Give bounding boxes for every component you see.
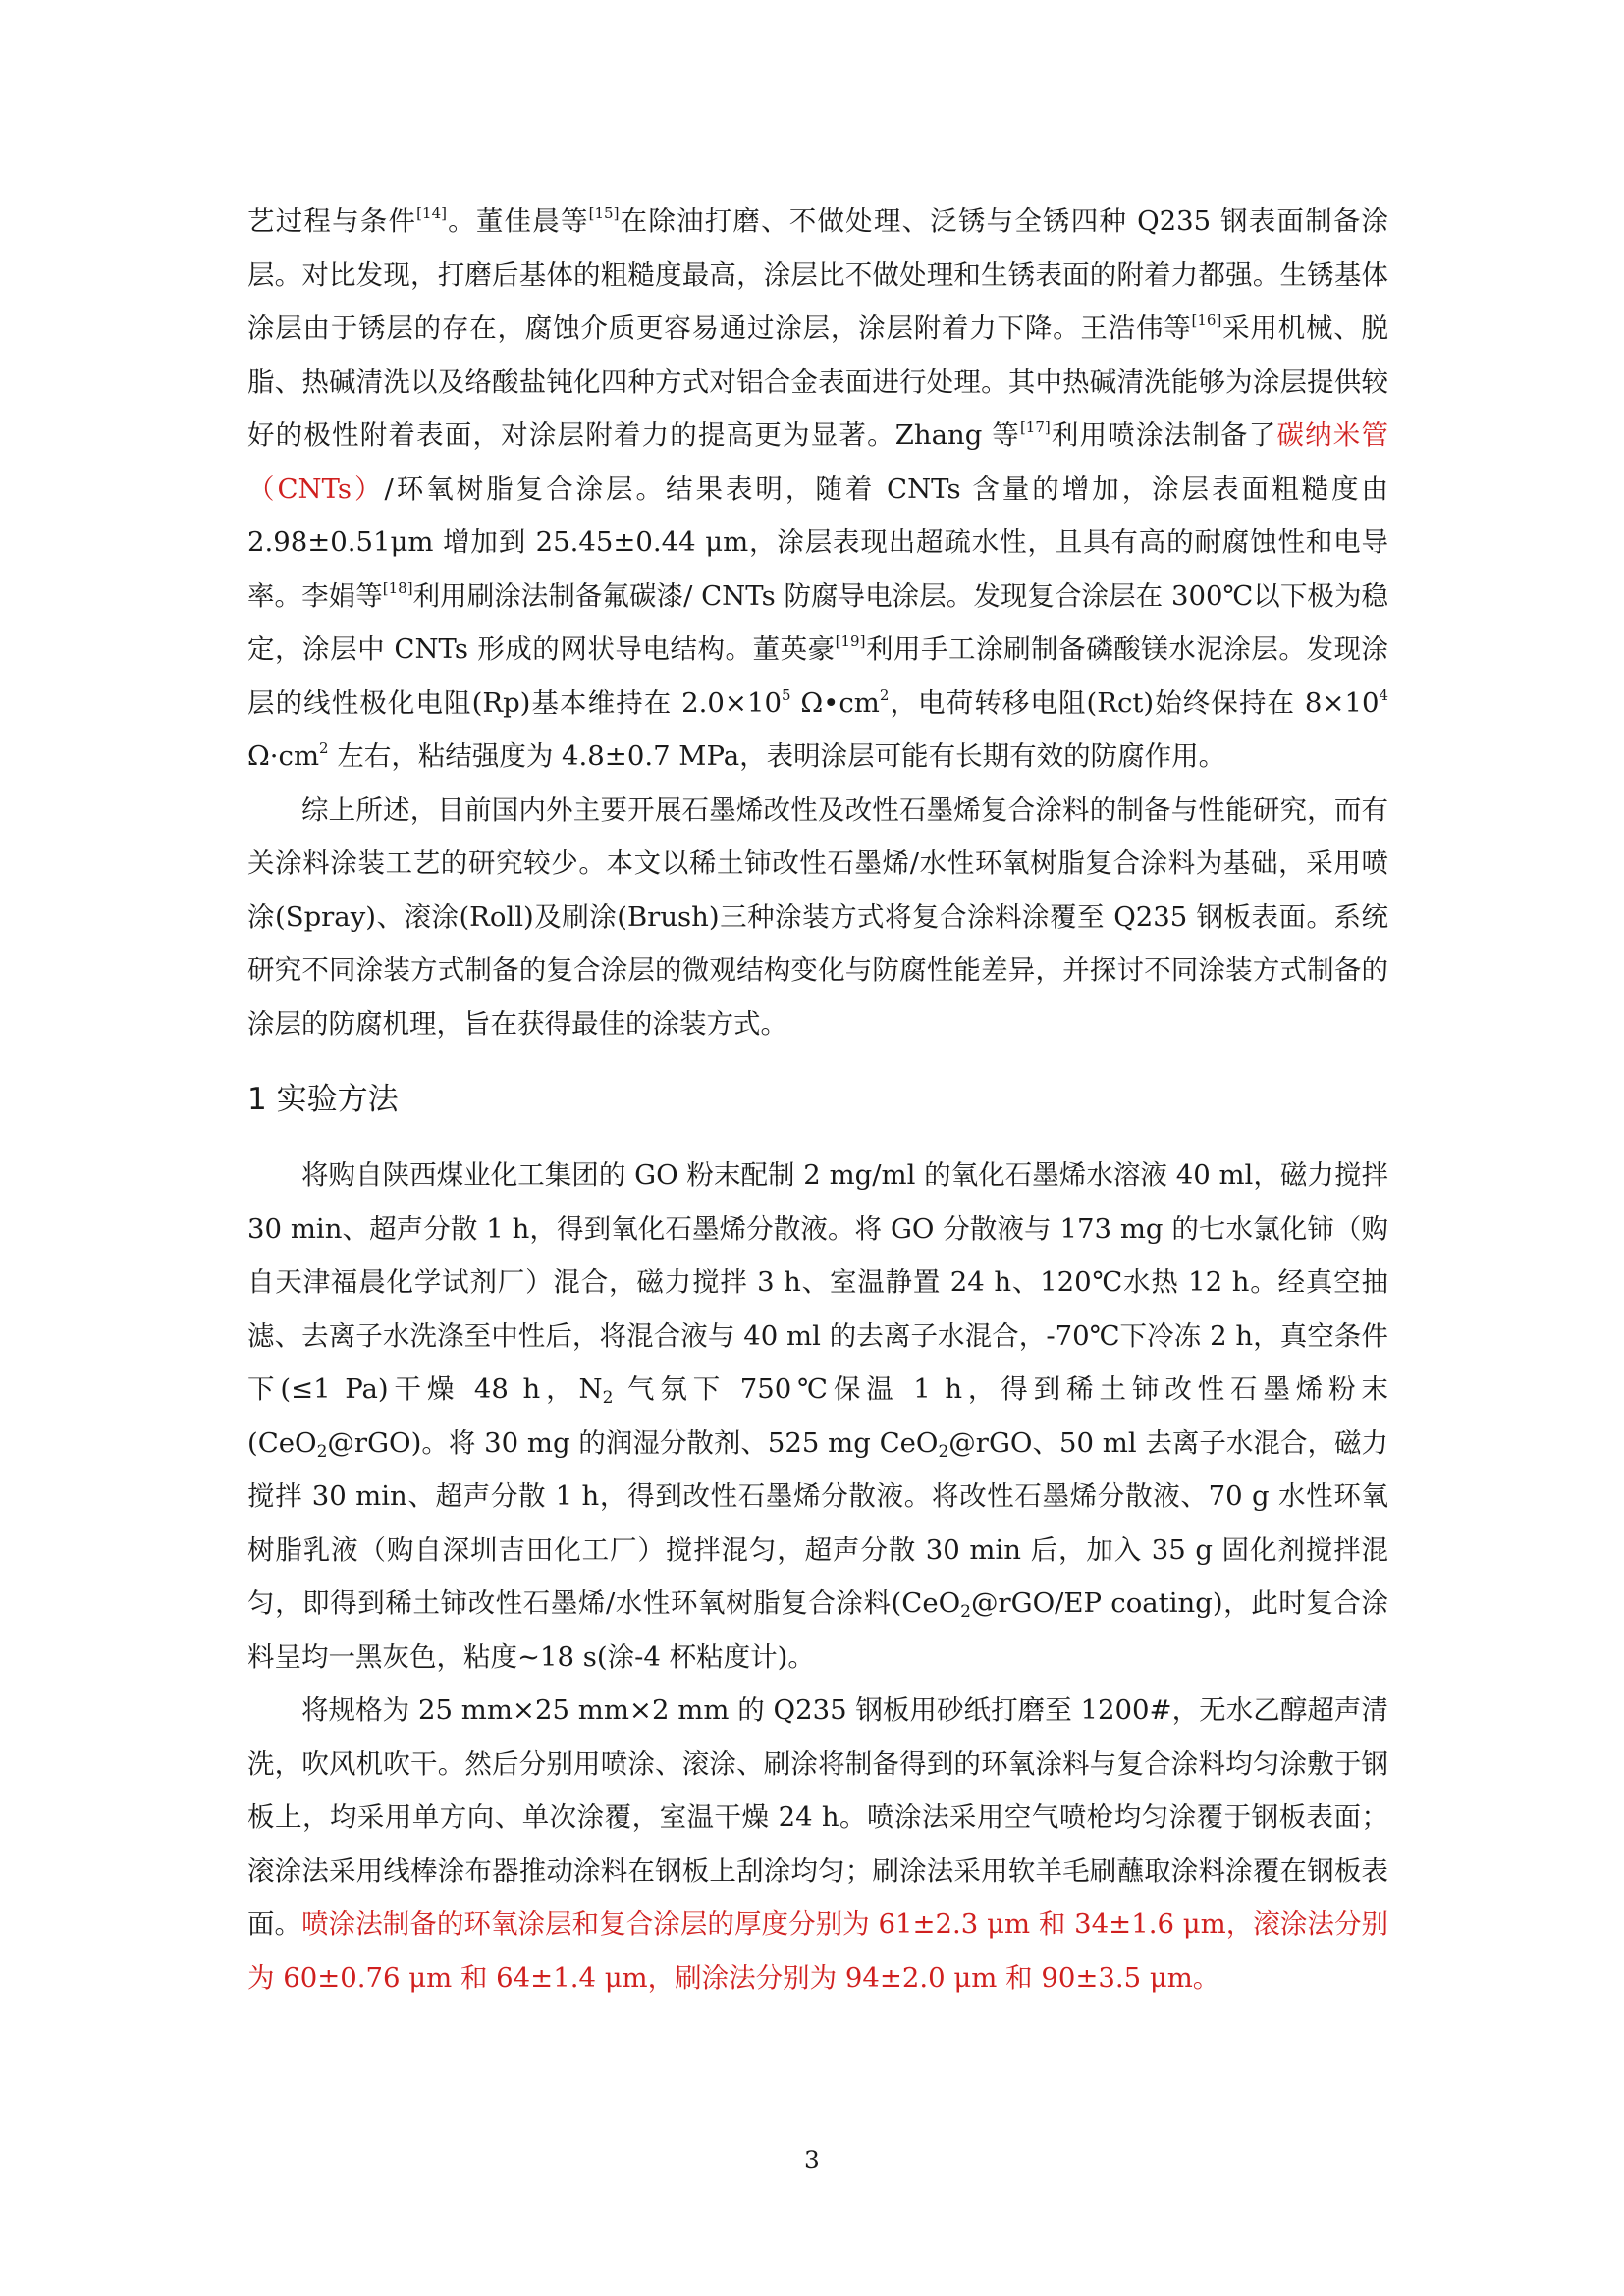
text-run: 将规格为 25 mm×25 mm×2 mm 的 Q235 钢板用砂纸打磨至 1200#，无水乙醇超声清洗，吹风机吹干。然后分别用喷涂、滚涂、刷涂将制备得到的环氧涂料与复合涂料均匀涂敷于钢板上，均采用单方向、单次涂覆，室温干燥 24 h。喷涂法采用空气喷枪均匀涂覆于钢板表面；滚涂法采用线棒涂布器推动涂料在钢板上刮涂均匀；刷涂法采用软羊毛刷蘸取涂料涂覆在钢板表面。: [247, 1694, 1388, 1940]
text-run: 。董佳晨等: [446, 205, 589, 237]
text-run: 利用刷涂法制备氟碳漆/ CNTs 防腐导电涂层。发现复合涂层在 300℃以下极为稳定，涂层中 CNTs 形成的网状导电结构。董英豪: [247, 579, 1389, 665]
text-run: 将购自陕西煤业化工集团的 GO 粉末配制 2 mg/ml 的氧化石墨烯水溶液 40 ml，磁力搅拌 30 min、超声分散 1 h，得到氧化石墨烯分散液。将 GO 分散液与 173 mg 的七水氯化铈（购自天津福晨化学试剂厂）混合，磁力搅拌 3 h、室温静置 24 h、120℃水热 12 h。经真空抽滤、去离子水洗涤至中性后，将混合液与 40 ml 的去离子水混合，-70℃下冷冻 2 h，真空条件下(≤1 Pa)干燥 48 h，N: [247, 1159, 1388, 1405]
text-run: Ω•cm: [790, 686, 880, 719]
section-heading: 1 实验方法: [247, 1082, 399, 1117]
text-run: Ω·cm: [247, 740, 320, 772]
citation-ref: [15]: [588, 204, 620, 222]
text-run: 艺过程与条件: [247, 205, 417, 237]
citation-ref: [18]: [382, 578, 413, 597]
citation-ref: [17]: [1019, 418, 1051, 436]
highlighted-text: 喷涂法制备的环氧涂层和复合涂层的厚度分别为 61±2.3 μm 和 34±1.6 μm，滚涂法分别为 60±0.76 μm 和 64±1.4 μm，刷涂法分别为 94±2.0 μm 和 90±3.5 μm。: [247, 1908, 1389, 1994]
text-run: /环氧树脂复合涂层。结果表明，随着 CNTs 含量的增加，涂层表面粗糙度由 2.98±0.51μm 增加到 25.45±0.44 μm，涂层表现出超疏水性，且具有高的耐腐蚀性和电导率。李娟等: [247, 472, 1388, 612]
paragraph-3: [247, 1148, 1388, 1683]
exponent: 2: [879, 685, 890, 704]
text-run: @rGO、50 ml 去离子水混合，磁力搅拌 30 min、超声分散 1 h，得到改性石墨烯分散液。将改性石墨烯分散液、70 g 水性环氧树脂乳液（购自深圳吉田化工厂）搅拌混匀，超声分散 30 min 后，加入 35 g 固化剂搅拌混匀，即得到稀土铈改性石墨烯/水性环氧树脂复合涂料(CeO: [247, 1426, 1388, 1619]
text-run: 左右，粘结强度为 4.8±0.7 MPa，表明涂层可能有长期有效的防腐作用。: [328, 740, 1226, 772]
subscript: 2: [938, 1441, 949, 1462]
body-text: [247, 194, 1388, 2004]
text-run: 在除油打磨、不做处理、泛锈与全锈四种 Q235 钢表面制备涂层。对比发现，打磨后基体的粗糙度最高，涂层比不做处理和生锈表面的附着力都强。生锈基体涂层由于锈层的存在，腐蚀介质更容易通过涂层，涂层附着力下降。王浩伟等: [247, 205, 1389, 344]
text-run: ，电荷转移电阻(Rct)始终保持在 8×10: [889, 686, 1380, 719]
text-run: @rGO)。将 30 mg 的润湿分散剂、525 mg CeO: [327, 1426, 939, 1459]
paragraph-2: 综上所述，目前国内外主要开展石墨烯改性及改性石墨烯复合涂料的制备与性能研究，而有关涂料涂装工艺的研究较少。本文以稀土铈改性石墨烯/水性环氧树脂复合涂料为基础，采用喷涂(Spray)、滚涂(Roll)及刷涂(Brush)三种涂装方式将复合涂料涂覆至 Q235 钢板表面。系统研究不同涂装方式制备的复合涂层的微观结构变化与防腐性能差异，并探讨不同涂装方式制备的涂层的防腐机理，旨在获得最佳的涂装方式。: [247, 793, 1388, 1040]
text-run: 利用手工涂刷制备磷酸镁水泥涂层。发现涂层的线性极化电阻(Rp)基本维持在 2.0×10: [247, 633, 1388, 719]
page-number: 3: [804, 2146, 820, 2174]
text-run: 利用喷涂法制备了: [1050, 419, 1277, 451]
citation-ref: [14]: [416, 204, 447, 222]
paragraph-1: [247, 194, 1388, 783]
exponent: 4: [1379, 685, 1389, 704]
text-run: 采用机械、脱脂、热碱清洗以及络酸盐钝化四种方式对铝合金表面进行处理。其中热碱清洗能够为涂层提供较好的极性附着表面，对涂层附着力的提高更为显著。Zhang 等: [247, 312, 1389, 451]
paragraph-4: [247, 1683, 1388, 2004]
exponent: 5: [781, 685, 791, 704]
text-run: @rGO/EP coating)，此时复合涂料呈均一黑灰色，粘度~18 s(涂-4 杯粘度计)。: [247, 1587, 1388, 1673]
citation-ref: [19]: [835, 632, 866, 650]
citation-ref: [16]: [1191, 311, 1222, 329]
exponent: 2: [319, 739, 329, 757]
subscript: 2: [602, 1388, 614, 1408]
subscript: 2: [960, 1602, 971, 1622]
highlighted-text: 碳纳米管（CNTs）: [247, 419, 1388, 505]
subscript: 2: [316, 1441, 328, 1462]
text-run: 气氛下 750℃保温 1 h，得到稀土铈改性石墨烯粉末(CeO: [247, 1373, 1388, 1459]
